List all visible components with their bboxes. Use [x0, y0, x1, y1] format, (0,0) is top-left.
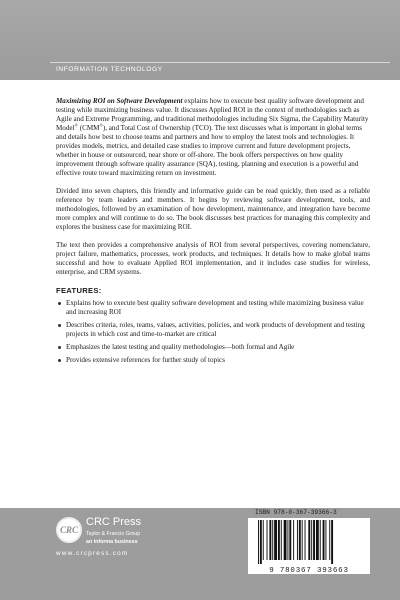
registered-mark-1: ®: [74, 122, 78, 128]
description-body: [56, 97, 370, 369]
publisher-website: www.crcpress.com: [56, 550, 129, 557]
features-heading: FEATURES:: [56, 286, 102, 295]
feature-item: Explains how to execute best quality software development and testing while maximizing business value and increasing ROI: [56, 299, 370, 317]
description-paragraph-2: Divided into seven chapters, this friendly and informative guide can be read quickly, then used as a reliable reference by team leaders and members. It begins by reviewing software development, tools, and methodologies, followed by an examination of how development, maintenance, and integration have become more complex and will continue to do so. The book discusses best practices for managing this complexity and explores the business case for maximizing ROI.: [56, 187, 370, 231]
barcode-number: 9 780367 393663: [269, 567, 349, 575]
barcode-icon: [256, 520, 362, 564]
book-title: Maximizing ROI on Software Development: [56, 97, 183, 105]
paragraph-1-text-b: (CMM: [77, 124, 100, 132]
feature-item: Provides extensive references for further study of topics: [56, 356, 370, 365]
publisher-division: an informa business: [86, 539, 138, 545]
feature-item: Emphasizes the latest testing and quality methodologies—both formal and Agile: [56, 343, 370, 352]
barcode-area: [248, 518, 370, 574]
crc-logo-icon: [56, 517, 82, 543]
category-label: INFORMATION TECHNOLOGY: [56, 66, 163, 73]
description-paragraph-1: [56, 97, 370, 178]
features-list: [56, 299, 370, 365]
publisher-name: CRC Press: [86, 516, 142, 528]
registered-mark-2: ®: [99, 122, 103, 128]
paragraph-1-text-c: ), and Total Cost of Ownership (TCO). The text discusses what is important in global terms and details how best to choose teams and partners and how to employ the latest tools and technologies. It provides models, metrics, and detailed case studies to improve current and future development projects, whether in house or outsourced, near shore or off-shore. The book offers perspectives on how quality improvement through software quality assurance (SQA), testing, planning and execution is a powerful and effective route toward maximizing return on investment.: [56, 124, 362, 177]
paragraph-1-text-a: explains how to execute best quality software development and testing while maximizing business value. It discusses Applied ROI in the context of methodologies such as Agile and Extreme Programming, and traditional methodologies including Six Sigma, the Capability Maturity Model: [56, 97, 369, 132]
description-paragraph-3: The text then provides a comprehensive analysis of ROI from several perspectives, covering nomenclature, project failure, mathematics, processes, work products, and techniques. It details how to make global teams successful and how to evaluate Applied ROI implementation, and it includes case studies for wireless, enterprise, and CRM systems.: [56, 241, 370, 276]
feature-item: Describes criteria, roles, teams, values, activities, policies, and work products of development and testing projects in which cost and time-to-market are critical: [56, 321, 370, 339]
header-rule: [50, 62, 390, 63]
isbn-label: ISBN 978-0-367-39366-3: [255, 509, 337, 516]
logo-text: CRC: [59, 525, 78, 535]
publisher-group: Taylor & Francis Group: [86, 531, 141, 537]
